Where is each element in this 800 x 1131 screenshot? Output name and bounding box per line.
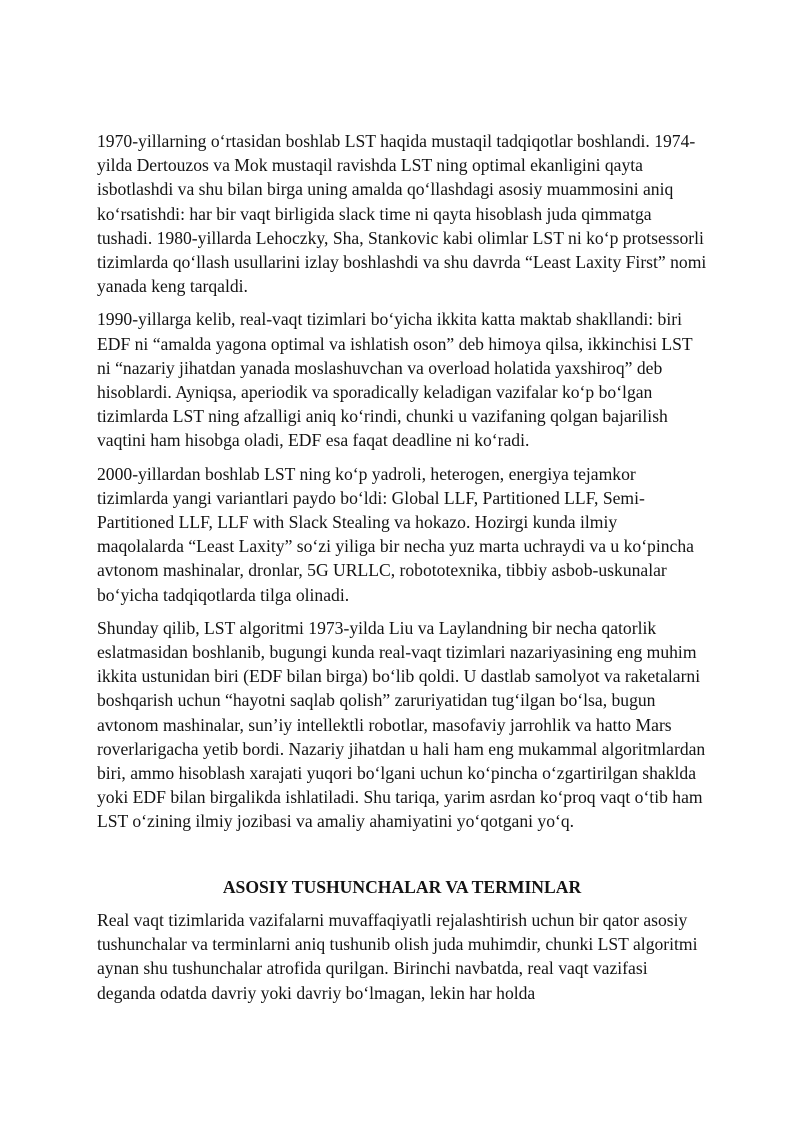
- paragraph-history-1970s: 1970-yillarning o‘rtasidan boshlab LST haqida mustaqil tadqiqotlar boshlandi. 1974-yilda Dertouzos va Mok mustaqil ravishda LST ning optimal ekanligini qayta isbotlashdi va shu bilan birga uning amalda qo‘llashdagi asosiy muammosini aniq ko‘rsatishdi: har bir vaqt birligida slack time ni qayta hisoblash juda qimmatga tushadi. 1980-yillarda Lehoczky, Sha, Stankovic kabi olimlar LST ni ko‘p protsessorli tizimlarda qo‘llash usullarini izlay boshlashdi va shu davrda “Least Laxity First” nomi yanada keng tarqaldi.: [97, 131, 707, 297]
- paragraph-summary: Shunday qilib, LST algoritmi 1973-yilda Liu va Laylandning bir necha qatorlik eslatmasidan boshlanib, bugungi kunda real-vaqt tizimlari nazariyasining eng muhim ikkita ustunidan biri (EDF bilan birga) bo‘lib qoldi. U dastlab samolyot va raketalarni boshqarish uchun “hayotni saqlab qolish” zaruriyatidan tug‘ilgan bo‘lsa, bugun avtonom mashinalar, sun’iy intellektli robotlar, masofaviy jarrohlik va hatto Mars roverlarigacha yetib bordi. Nazariy jihatdan u hali ham eng mukammal algoritmlardan biri, ammo hisoblash xarajati yuqori bo‘lgani uchun ko‘pincha o‘zgartirilgan shaklda yoki EDF bilan birgalikda ishlatiladi. Shu tariqa, yarim asrdan ko‘proq vaqt o‘tib ham LST o‘zining ilmiy jozibasi va amaliy ahamiyatini yo‘qotgani yo‘q.: [97, 617, 706, 832]
- section-heading: ASOSIY TUSHUNCHALAR VA TERMINLAR: [222, 876, 582, 897]
- document-body: [97, 129, 707, 1014]
- paragraph-history-1990s: 1990-yillarga kelib, real-vaqt tizimlari bo‘yicha ikkita katta maktab shakllandi: biri EDF ni “amalda yagona optimal va ishlatish oson” deb himoya qilsa, ikkinchisi LST ni “nazariy jihatdan yanada moslashuvchan va overload holatida yaxshiroq” deb hisoblardi. Ayniqsa, aperiodik va sporadically keladigan vazifalar ko‘p bo‘lgan tizimlarda LST ning afzalligi aniq ko‘rindi, chunki u vazifaning qolgan bajarilish vaqtini ham hisobga oladi, EDF esa faqat deadline ni ko‘radi.: [97, 309, 693, 451]
- paragraph-history-2000s: 2000-yillardan boshlab LST ning ko‘p yadroli, heterogen, energiya tejamkor tizimlarda yangi variantlari paydo bo‘ldi: Global LLF, Partitioned LLF, Semi-Partitioned LLF, LLF with Slack Stealing va hokazo. Hozirgi kunda ilmiy maqolalarda “Least Laxity” so‘zi yiliga bir necha yuz marta uchraydi va u ko‘pincha avtonom mashinalar, dronlar, 5G URLLC, robototexnika, tibbiy asbob-uskunalar bo‘yicha tadqiqotlarda tilga olinadi.: [97, 463, 694, 605]
- paragraph-section-intro: Real vaqt tizimlarida vazifalarni muvaffaqiyatli rejalashtirish uchun bir qator asosiy tushunchalar va terminlarni aniq tushunib olish juda muhimdir, chunki LST algoritmi aynan shu tushunchalar atrofida qurilgan. Birinchi navbatda, real vaqt vazifasi deganda odatda davriy yoki davriy bo‘lmagan, lekin har holda: [97, 909, 698, 1003]
